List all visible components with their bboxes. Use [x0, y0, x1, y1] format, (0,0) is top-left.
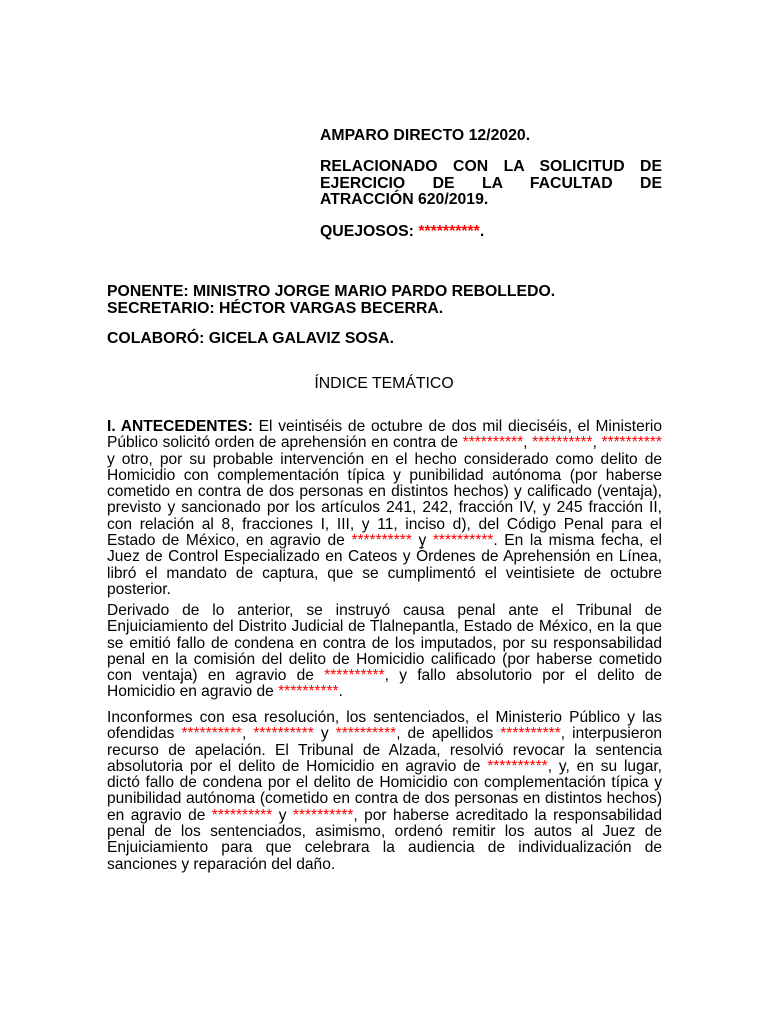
redacted-text: ********** — [487, 757, 548, 775]
text-run: Inconformes con esa resolución, los sentenciados, el Ministerio Público y las ofendidas — [107, 709, 662, 743]
text-run: , — [592, 434, 602, 452]
related-case: RELACIONADO CON LA SOLICITUD DE EJERCICIO DE LA FACULTAD DE ATRACCIÓN 620/2019. — [320, 158, 662, 208]
redacted-text: ********** — [532, 434, 593, 452]
redacted-text: ********** — [324, 667, 385, 685]
redacted-text: ********** — [462, 434, 524, 452]
text-run: , por haberse acreditado la responsabilidad penal de los sentenciados, asimismo, ordenó remitir los autos al Juez de Enjuiciamiento para que celebrara la audiencia de individualización de sanciones y reparación del daño. — [107, 806, 662, 873]
text-run: , y, en su lugar, dictó fallo de condena por el delito de Homicidio con complementación típica y punibilidad autónoma (cometido en contra de dos personas en distintos hechos) en agravio de — [107, 757, 663, 824]
paragraph-antecedentes — [107, 419, 662, 598]
colaboro: COLABORÓ: GICELA GALAVIZ SOSA. — [107, 330, 394, 347]
quejosos-line — [320, 224, 662, 241]
text-run: , — [523, 434, 533, 452]
text-run: Derivado de lo anterior, se instruyó causa penal ante el Tribunal de Enjuiciamiento del Distrito Judicial de Tlalnepantla, Estado de México, en la que se emitió fallo de condena en contra de los imputados, por su responsabilidad penal en la comisión del delito de Homicidio calificado (por haberse cometido con ventaja) en agravio de — [107, 602, 662, 685]
ponente: PONENTE: MINISTRO JORGE MARIO PARDO REBOLLEDO. — [107, 283, 556, 300]
paragraph-inconformes — [107, 710, 662, 873]
quejosos-end: . — [479, 223, 485, 240]
text-run: , interpusieron recurso de apelación. El Tribunal de Alzada, resolvió revocar la sentencia absolutoria por el delito de Homicidio en agravio de — [107, 725, 662, 775]
text-run: , — [241, 725, 254, 743]
section-heading: I. ANTECEDENTES: — [107, 418, 253, 435]
text-run: y — [313, 725, 336, 743]
text-run: . En la misma fecha, el Juez de Control Especializado en Cateos y Órdenes de Aprehensión en Línea, libró el mandato de captura, que se cumplimentó el veintisiete de octubre posterior. — [107, 532, 662, 598]
index-title: ÍNDICE TEMÁTICO — [314, 375, 454, 392]
text-run: , de apellidos — [396, 725, 501, 743]
redacted-text: ********** — [292, 806, 354, 824]
redacted-text: ********** — [253, 725, 314, 743]
redacted-text: ********** — [351, 532, 412, 550]
text-run: . — [338, 683, 343, 701]
redacted-text: ********** — [278, 683, 339, 701]
redacted-text: ********** — [211, 806, 273, 824]
redacted-text: ********** — [335, 725, 397, 743]
redacted-text: ********** — [418, 223, 480, 240]
redacted-text: ********** — [181, 725, 242, 743]
text-run: , y fallo absolutorio por el delito de Homicidio en agravio de — [107, 667, 663, 701]
text-run: El veintiséis de octubre de dos mil dieciséis, el Ministerio Público solicitó orden de aprehensión en contra de — [107, 418, 662, 452]
quejosos-label: QUEJOSOS: — [320, 223, 419, 240]
text-run: y otro, por su probable intervención en el hecho considerado como delito de Homicidio con complementación típica y punibilidad autónoma (por haberse cometido en contra de dos personas en distintos hechos) y calificado (ventaja), previsto y sancionado por los artículos 241, 242, fracción IV, y 245 fracción II, con relación al 8, fracciones I, III, y 11, inciso d), del Código Penal para el Estado de México, en agravio de — [107, 450, 662, 550]
case-number: AMPARO DIRECTO 12/2020. — [320, 127, 531, 144]
redacted-text: ********** — [432, 532, 494, 550]
text-run: y — [411, 532, 433, 550]
redacted-text: ********** — [601, 434, 662, 452]
paragraph-derivado — [107, 603, 662, 701]
secretario: SECRETARIO: HÉCTOR VARGAS BECERRA. — [107, 300, 444, 317]
redacted-text: ********** — [500, 725, 561, 743]
text-run: y — [272, 806, 293, 824]
